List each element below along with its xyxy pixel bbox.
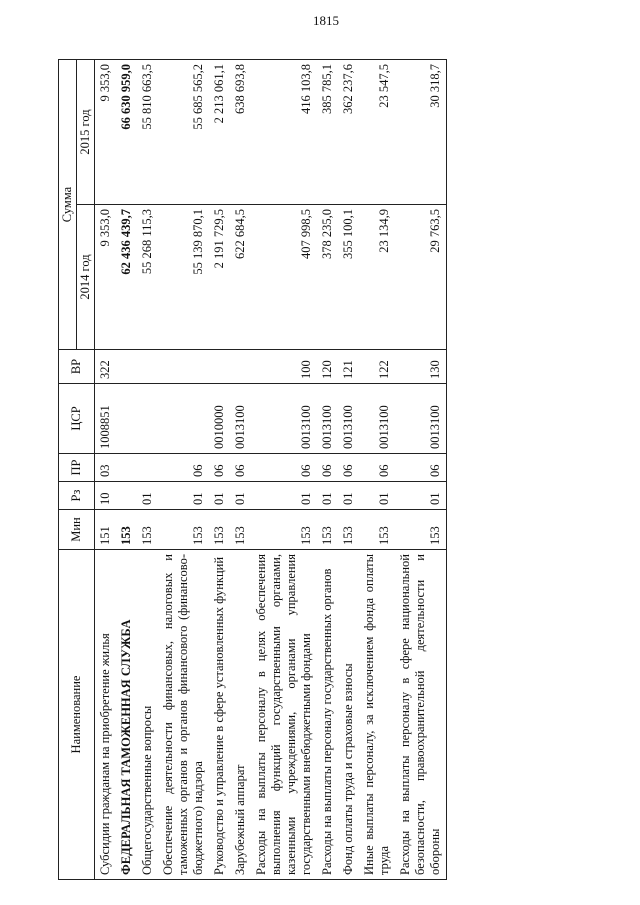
cell-pr: 06	[317, 454, 338, 482]
cell-vr	[230, 350, 251, 384]
header-name: Наименование	[59, 550, 95, 880]
cell-rz: 01	[251, 482, 317, 510]
table-row	[317, 60, 338, 880]
cell-rz: 01	[158, 482, 209, 510]
cell-sum-2015: 23 547,5	[359, 60, 395, 205]
cell-rz	[116, 482, 137, 510]
cell-sum-2014: 62 436 439,7	[116, 205, 137, 350]
cell-vr: 121	[338, 350, 359, 384]
table-row	[395, 60, 447, 880]
cell-csr: 0010000	[209, 384, 230, 454]
cell-rz: 01	[395, 482, 447, 510]
header-sum: Сумма	[59, 60, 77, 350]
cell-sum-2015: 362 237,6	[338, 60, 359, 205]
cell-min: 153	[137, 510, 158, 550]
cell-sum-2014: 2 191 729,5	[209, 205, 230, 350]
cell-pr: 03	[95, 454, 117, 482]
cell-min: 153	[359, 510, 395, 550]
cell-name: Иные выплаты персоналу, за исключением фонда оплаты труда	[359, 550, 395, 880]
page-number: 1815	[313, 13, 339, 28]
cell-min: 153	[158, 510, 209, 550]
cell-csr: 0013100	[395, 384, 447, 454]
cell-name: Расходы на выплаты персоналу в сфере национальной безопасности, правоохранительной деятельности и обороны	[395, 550, 447, 880]
cell-name: Общегосударственные вопросы	[137, 550, 158, 880]
cell-csr: 0013100	[359, 384, 395, 454]
cell-pr	[116, 454, 137, 482]
header-csr: ЦСР	[59, 384, 95, 454]
table-row	[359, 60, 395, 880]
cell-rz: 01	[359, 482, 395, 510]
budget-table	[58, 59, 447, 880]
cell-min: 153	[338, 510, 359, 550]
cell-sum-2014: 55 139 870,1	[158, 205, 209, 350]
header-2015: 2015 год	[77, 60, 95, 205]
table-row	[230, 60, 251, 880]
cell-min: 153	[209, 510, 230, 550]
cell-sum-2014: 407 998,5	[251, 205, 317, 350]
cell-name: Расходы на выплаты персоналу в целях обеспечения выполнения функций государственными органами, казенными учреждениями, органами управления государственными внебюджетными фондами	[251, 550, 317, 880]
cell-vr	[137, 350, 158, 384]
cell-vr	[158, 350, 209, 384]
cell-sum-2014: 9 353,0	[95, 205, 117, 350]
cell-sum-2014: 55 268 115,3	[137, 205, 158, 350]
cell-sum-2015: 2 213 061,1	[209, 60, 230, 205]
table-row	[95, 60, 117, 880]
cell-name: Фонд оплаты труда и страховые взносы	[338, 550, 359, 880]
cell-sum-2015: 638 693,8	[230, 60, 251, 205]
cell-rz: 01	[230, 482, 251, 510]
cell-pr	[137, 454, 158, 482]
table-row	[158, 60, 209, 880]
cell-sum-2014: 355 100,1	[338, 205, 359, 350]
cell-csr	[116, 384, 137, 454]
table-row	[338, 60, 359, 880]
cell-csr	[137, 384, 158, 454]
cell-pr: 06	[395, 454, 447, 482]
header-vr: ВР	[59, 350, 95, 384]
header-pr: ПР	[59, 454, 95, 482]
cell-pr: 06	[359, 454, 395, 482]
cell-rz: 01	[338, 482, 359, 510]
table-body	[95, 60, 447, 880]
cell-pr: 06	[158, 454, 209, 482]
cell-sum-2015: 55 810 663,5	[137, 60, 158, 205]
cell-min: 153	[230, 510, 251, 550]
cell-sum-2014: 622 684,5	[230, 205, 251, 350]
cell-vr: 130	[395, 350, 447, 384]
header-rz: Рз	[59, 482, 95, 510]
cell-sum-2015: 416 103,8	[251, 60, 317, 205]
budget-table-container	[58, 40, 578, 880]
cell-min: 153	[251, 510, 317, 550]
cell-name: Руководство и управление в сфере установленных функций	[209, 550, 230, 880]
cell-min: 153	[116, 510, 137, 550]
cell-sum-2014: 378 235,0	[317, 205, 338, 350]
cell-rz: 10	[95, 482, 117, 510]
cell-min: 151	[95, 510, 117, 550]
cell-pr: 06	[338, 454, 359, 482]
cell-vr: 122	[359, 350, 395, 384]
cell-rz: 01	[137, 482, 158, 510]
cell-vr: 322	[95, 350, 117, 384]
cell-sum-2015: 55 685 565,2	[158, 60, 209, 205]
cell-name: Субсидии гражданам на приобретение жилья	[95, 550, 117, 880]
cell-csr: 0013100	[317, 384, 338, 454]
cell-vr	[116, 350, 137, 384]
cell-pr: 06	[230, 454, 251, 482]
cell-name: Зарубежный аппарат	[230, 550, 251, 880]
cell-sum-2014: 23 134,9	[359, 205, 395, 350]
cell-vr	[209, 350, 230, 384]
cell-pr: 06	[209, 454, 230, 482]
table-row	[116, 60, 137, 880]
cell-csr	[158, 384, 209, 454]
cell-pr: 06	[251, 454, 317, 482]
cell-min: 153	[395, 510, 447, 550]
cell-sum-2015: 66 630 959,0	[116, 60, 137, 205]
cell-csr: 1008851	[95, 384, 117, 454]
cell-vr: 100	[251, 350, 317, 384]
table-row	[251, 60, 317, 880]
table-row	[137, 60, 158, 880]
cell-name: Обеспечение деятельности финансовых, налоговых и таможенных органов и органов финансового (финансово-бюджетного) надзора	[158, 550, 209, 880]
header-min: Мин	[59, 510, 95, 550]
table-row	[209, 60, 230, 880]
cell-rz: 01	[209, 482, 230, 510]
cell-rz: 01	[317, 482, 338, 510]
cell-sum-2015: 385 785,1	[317, 60, 338, 205]
cell-min: 153	[317, 510, 338, 550]
cell-csr: 0013100	[230, 384, 251, 454]
cell-csr: 0013100	[338, 384, 359, 454]
cell-sum-2014: 29 763,5	[395, 205, 447, 350]
cell-name: Расходы на выплаты персоналу государственных органов	[317, 550, 338, 880]
header-2014: 2014 год	[77, 205, 95, 350]
cell-sum-2015: 9 353,0	[95, 60, 117, 205]
cell-csr: 0013100	[251, 384, 317, 454]
cell-name: ФЕДЕРАЛЬНАЯ ТАМОЖЕННАЯ СЛУЖБА	[116, 550, 137, 880]
cell-sum-2015: 30 318,7	[395, 60, 447, 205]
cell-vr: 120	[317, 350, 338, 384]
